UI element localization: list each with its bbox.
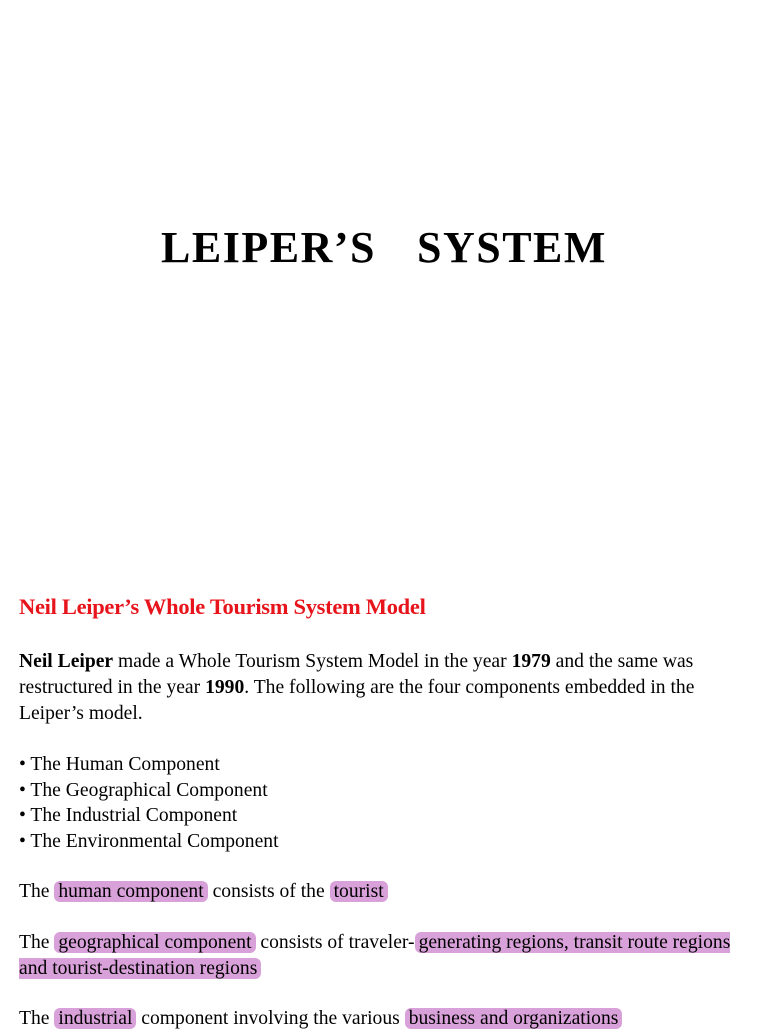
intro-text-3: . The following are the four components embedded in the Leiper’s model. <box>19 677 695 724</box>
intro-text-1: made a Whole Tourism System Model in the year <box>113 651 512 672</box>
author-name: Neil Leiper <box>19 651 114 672</box>
intro-text-2: and the same was restructured in the year <box>19 651 694 698</box>
intro-paragraph <box>19 649 754 727</box>
ind-text-pre: The <box>19 1008 55 1029</box>
components-list <box>19 752 279 854</box>
year-1990: 1990 <box>205 677 245 698</box>
human-component-paragraph <box>19 879 754 905</box>
geo-text-mid: consists of traveler- <box>255 932 415 953</box>
highlight-human-component: human component <box>54 881 207 902</box>
year-1979: 1979 <box>511 651 551 672</box>
page-title: LEIPER’S SYSTEM <box>161 223 607 272</box>
human-text-pre: The <box>19 881 55 902</box>
list-item: • The Environmental Component <box>19 830 279 852</box>
geo-text-pre: The <box>19 932 55 953</box>
highlight-tourist: tourist <box>330 881 388 902</box>
highlight-business-organizations: business and organizations <box>405 1008 623 1029</box>
list-item: • The Industrial Component <box>19 805 238 826</box>
section-heading: Neil Leiper’s Whole Tourism System Model <box>19 594 426 619</box>
list-item: • The Human Component <box>19 754 220 775</box>
highlight-industrial: industrial <box>54 1008 136 1029</box>
highlight-regions: generating regions, transit route regions and tourist-destination regions <box>19 932 731 979</box>
geographical-component-paragraph <box>19 930 754 982</box>
list-item: • The Geographical Component <box>19 779 268 801</box>
highlight-geographical-component: geographical component <box>54 932 255 953</box>
ind-text-mid: component involving the various <box>136 1008 405 1029</box>
human-text-mid: consists of the <box>207 881 330 902</box>
industrial-component-paragraph <box>19 1006 754 1032</box>
